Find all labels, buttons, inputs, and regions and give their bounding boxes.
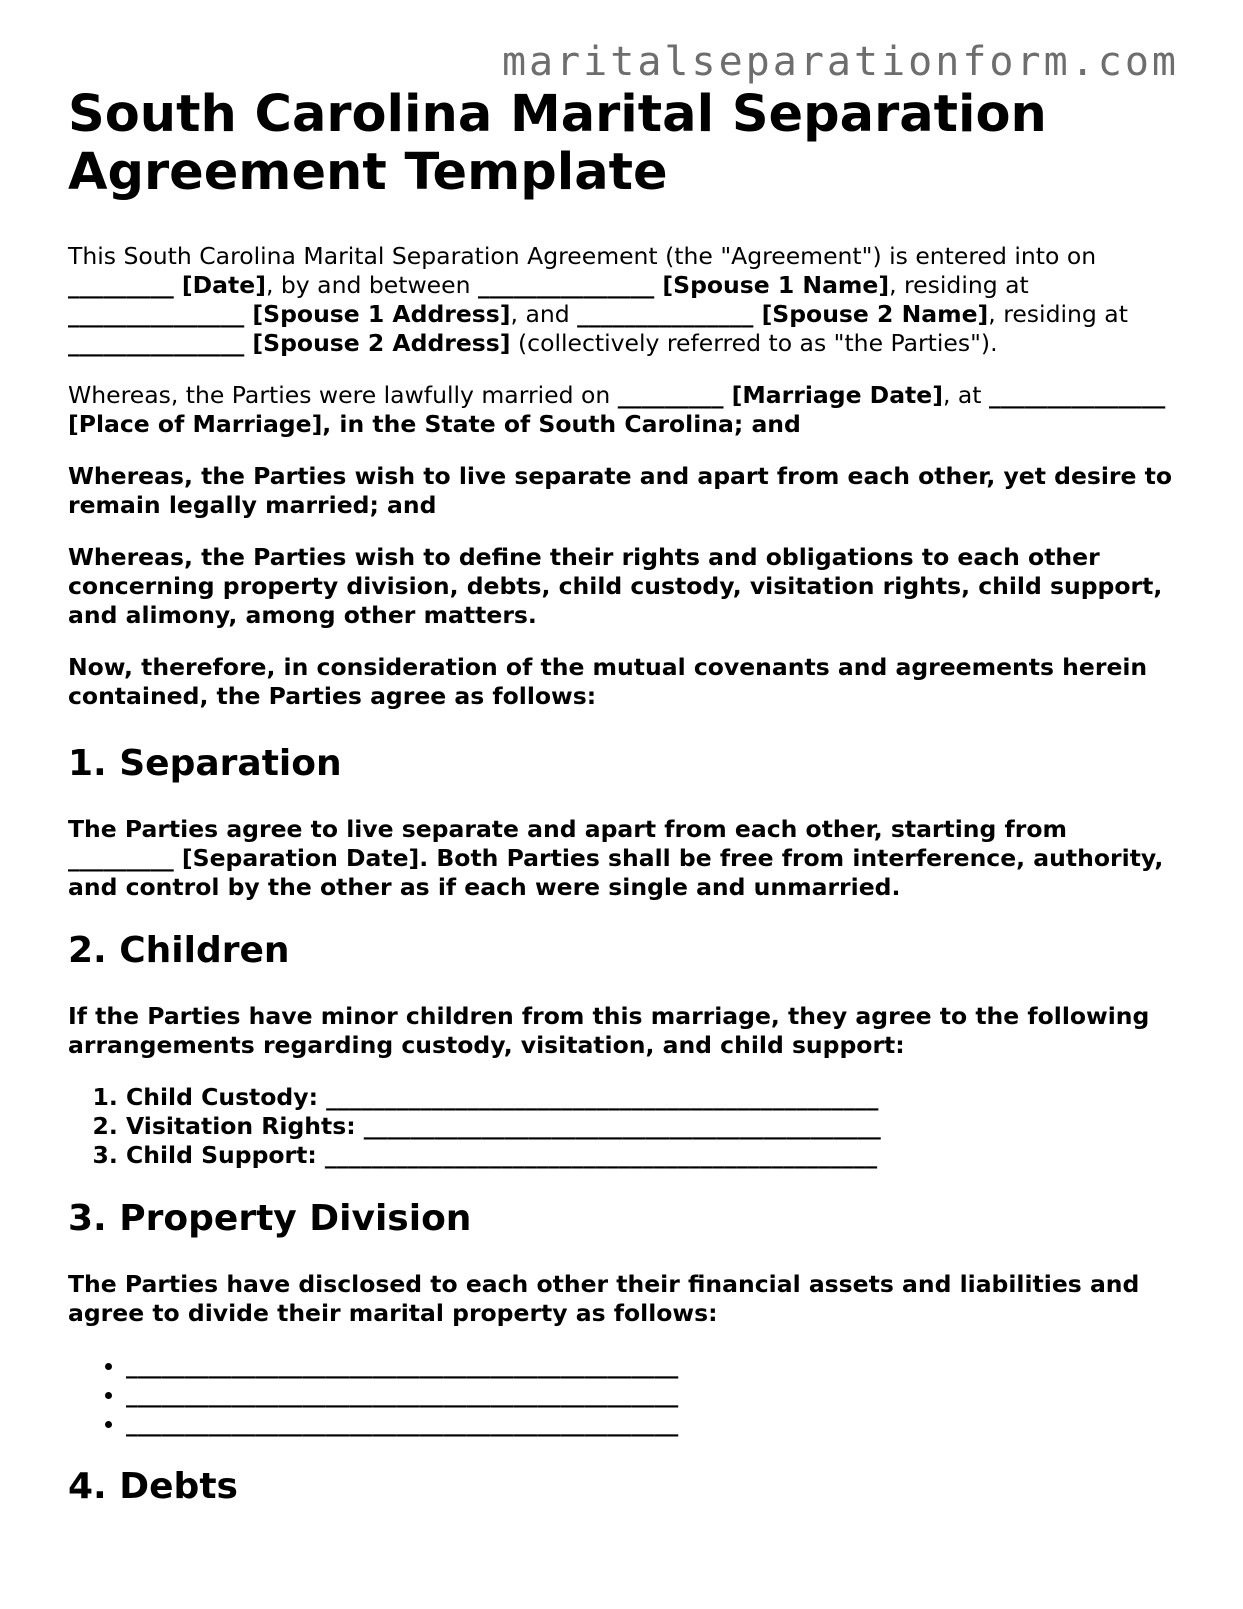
property-blank-list	[68, 1351, 1178, 1438]
watermark: maritalseparationform.com	[501, 39, 1179, 85]
list-item: 2. Visitation Rights: ____________________________________________	[126, 1112, 1178, 1141]
list-item: 1. Child Custody: _______________________________________________	[126, 1083, 1178, 1112]
section-separation-heading: 1. Separation	[68, 743, 342, 784]
whereas-marriage-paragraph: Whereas, the Parties were lawfully married on _________ [Marriage Date], at _______________ [Place of Marriage], in the State of South Carolina; and	[68, 381, 1166, 438]
list-item: • _______________________________________________	[126, 1351, 1178, 1380]
document-page	[68, 86, 1178, 1508]
section-property-heading: 3. Property Division	[68, 1198, 472, 1239]
section-children-body: If the Parties have minor children from this marriage, they agree to the following arrangements regarding custody, visitation, and child support:	[68, 1002, 1150, 1059]
list-item: 3. Child Support: _______________________________________________	[126, 1141, 1178, 1170]
whereas-separate-paragraph: Whereas, the Parties wish to live separate and apart from each other, yet desire to remain legally married; and	[68, 462, 1173, 519]
list-item: • _______________________________________________	[126, 1409, 1178, 1438]
whereas-rights-paragraph: Whereas, the Parties wish to define their rights and obligations to each other concerning property division, debts, child custody, visitation rights, child support, and alimony, among other matters.	[68, 543, 1163, 629]
section-debts-heading: 4. Debts	[68, 1466, 238, 1507]
section-separation-body: The Parties agree to live separate and apart from each other, starting from _________ [Separation Date]. Both Parties shall be free from interference, authority, and control by the other as if each were single and unmarried.	[68, 815, 1164, 901]
section-property-body: The Parties have disclosed to each other their financial assets and liabilities and agree to divide their marital property as follows:	[68, 1270, 1140, 1327]
intro-paragraph: This South Carolina Marital Separation Agreement (the "Agreement") is entered into on _________ [Date], by and between _______________ [Spouse 1 Name], residing at _______________ [Spouse 1 Address], and _______________ [Spouse 2 Name], residing at _______________ [Spouse 2 Address] (collectively referred to as "the Parties").	[68, 242, 1128, 357]
children-arrangements-list	[68, 1083, 1178, 1170]
list-item: • _______________________________________________	[126, 1380, 1178, 1409]
page-title: South Carolina Marital Separation Agreement Template	[68, 85, 1047, 202]
section-children-heading: 2. Children	[68, 930, 290, 971]
now-therefore-paragraph: Now, therefore, in consideration of the mutual covenants and agreements herein contained, the Parties agree as follows:	[68, 653, 1148, 710]
